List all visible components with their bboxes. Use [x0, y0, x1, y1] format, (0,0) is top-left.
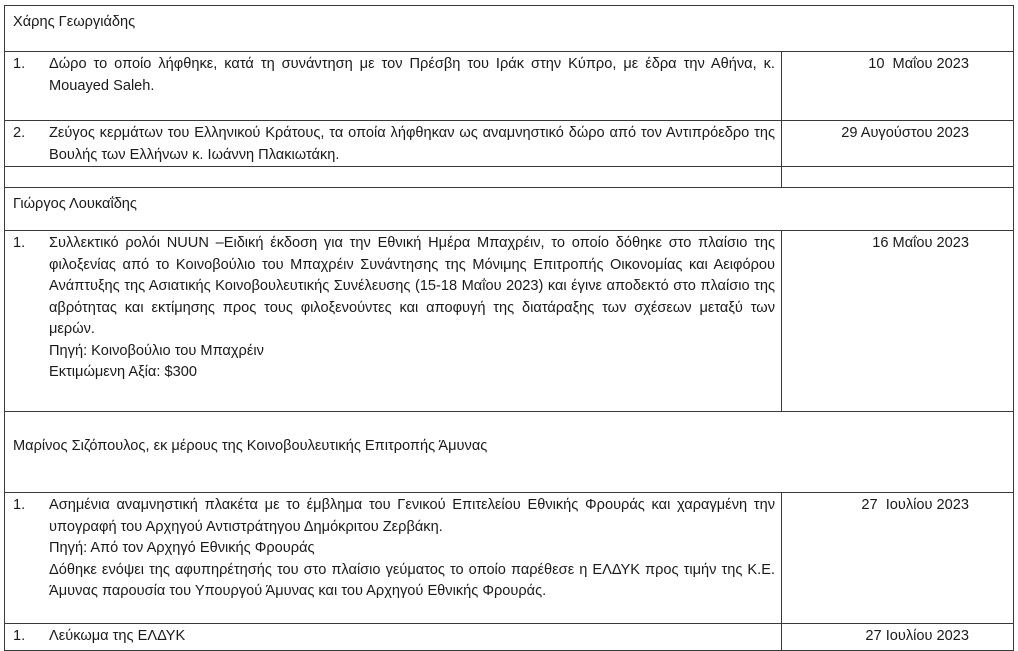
source-line: Πηγή: Από τον Αρχηγό Εθνικής Φρουράς: [49, 540, 315, 556]
gift-date: 16 Μαΐου 2023: [782, 231, 1014, 412]
item-number: 1.: [13, 235, 26, 251]
table-row: [5, 121, 1014, 167]
gift-description-cell: [5, 52, 782, 121]
gift-description: [49, 233, 775, 384]
gifts-register-table: [4, 5, 1014, 651]
empty-cell: [5, 167, 782, 188]
empty-cell: [782, 167, 1014, 188]
gift-description: [49, 54, 775, 97]
description-line: Συλλεκτικό ρολόι NUUN –Ειδική έκδοση για την Εθνική Ημέρα Μπαχρέιν, το οποίο δόθηκε στο πλαίσιο της φιλοξενίας από το Κοινοβούλιο του Μπαχρέιν Συνάντησης της Μόνιμης Επιτροπής Οικονομίας και Αειφόρου Ανάπτυξης της Ασιατικής Κοινοβουλευτικής Συνέλευσης (15-18 Μαΐου 2023) και έγινε αποδεκτό στο πλαίσιο της αβρότητας και εκτίμησης προς τους φιλοξενούντες και αποφυγή της διατάραξης των σχέσεων μεταξύ των μερών.: [49, 235, 775, 337]
description-line: Λεύκωμα της ΕΛΔΥΚ: [49, 628, 186, 644]
gift-date: 10 Μαΐου 2023: [782, 52, 1014, 121]
description-line: Δώρο το οποίο λήφθηκε, κατά τη συνάντηση με τον Πρέσβη του Ιράκ στην Κύπρο, με έδρα την Αθήνα, κ. Mouayed Saleh.: [49, 56, 775, 94]
gift-description-cell: [5, 493, 782, 624]
source-line: Πηγή: Κοινοβούλιο του Μπαχρέιν: [49, 342, 264, 359]
person-row: [5, 188, 1014, 231]
person-name: Γιώργος Λουκαΐδης: [5, 188, 1014, 231]
item-number: 1.: [13, 497, 26, 513]
spacer-row: [5, 167, 1014, 188]
item-number: 1.: [13, 56, 26, 72]
table-row: [5, 52, 1014, 121]
gift-description: [49, 123, 775, 166]
value-line: Εκτιμώμενη Αξία: $300: [49, 364, 197, 380]
gift-description: [49, 626, 775, 648]
gift-description-cell: [5, 624, 782, 651]
gift-description-cell: [5, 121, 782, 167]
gift-date: 27 Ιουλίου 2023: [782, 624, 1014, 651]
table-row: [5, 231, 1014, 412]
gift-date: 27 Ιουλίου 2023: [782, 493, 1014, 624]
description-line: Ασημένια αναμνηστική πλακέτα με το έμβλημα του Γενικού Επιτελείου Εθνικής Φρουράς και χαραγμένη την υπογραφή του Αρχηγού Αντιστράτηγου Δημόκριτου Ζερβάκη.: [49, 497, 775, 535]
item-number: 1.: [13, 628, 26, 644]
gift-description-cell: [5, 231, 782, 412]
person-row: [5, 6, 1014, 52]
item-number: 2.: [13, 125, 26, 141]
note-line: Δόθηκε ενόψει της αφυπηρέτησής του στο πλαίσιο γεύματος το οποίο παρέθεσε η ΕΛΔΥΚ προς τιμήν της Κ.Ε. Άμυνας παρουσία του Υπουργού Άμυνας και του Αρχηγού Εθνικής Φρουράς.: [49, 561, 775, 599]
gift-description: [49, 495, 775, 603]
table-row: [5, 624, 1014, 651]
description-line: Ζεύγος κερμάτων του Ελληνικού Κράτους, τα οποία λήφθηκαν ως αναμνηστικό δώρο από τον Αντιπρόεδρο της Βουλής των Ελλήνων κ. Ιωάννη Πλακιωτάκη.: [49, 125, 775, 163]
gift-date: 29 Αυγούστου 2023: [782, 121, 1014, 167]
person-row: [5, 412, 1014, 493]
person-name: Χάρης Γεωργιάδης: [5, 6, 1014, 52]
person-name: Μαρίνος Σιζόπουλος, εκ μέρους της Κοινοβουλευτικής Επιτροπής Άμυνας: [5, 412, 1014, 493]
table-row: [5, 493, 1014, 624]
